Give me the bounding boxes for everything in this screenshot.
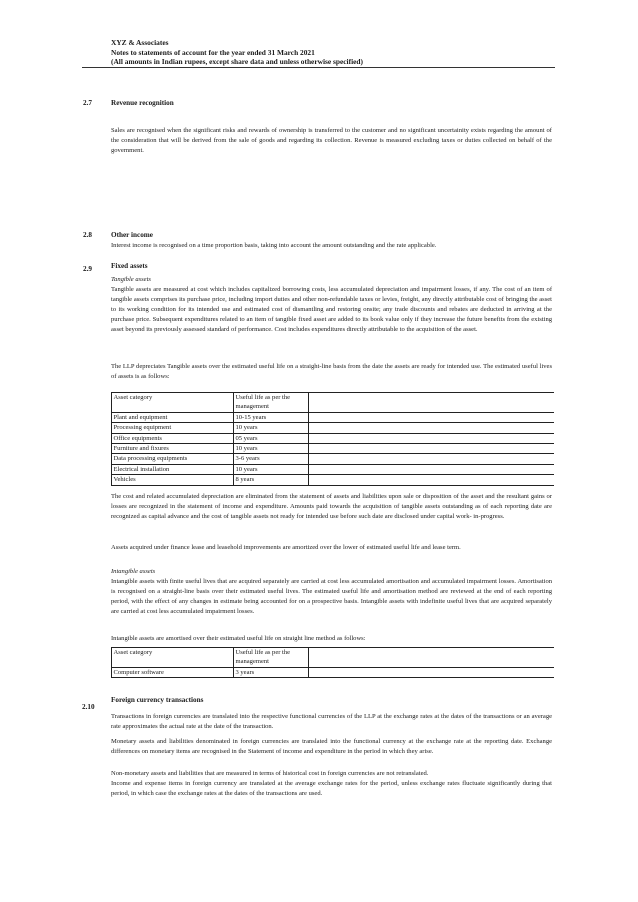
table-empty-cell (309, 412, 555, 422)
table-empty-cell (309, 393, 555, 413)
section-number-2-9: 2.9 (83, 265, 92, 273)
table-empty-cell (309, 423, 555, 433)
intangible-useful-life-table (111, 647, 554, 678)
asset-category-cell: Vehicles (112, 475, 234, 485)
intangible-amortisation-paragraph: Intangible assets are amortised over their estimated useful life on straight line method as follows: (111, 635, 366, 642)
table-empty-cell (309, 464, 555, 474)
useful-life-cell: 05 years (234, 433, 309, 443)
derecognition-paragraph: The cost and related accumulated depreciation are eliminated from the statement of assets and liabilities upon sale or disposition of the asset and the resultant gains or losses are recognized in the statement of income and expenditure. Amounts paid towards the acquisition of tangible assets outstanding as of each reporting date are recognized as capital advance and the cost of tangible assets not ready for intended use before such date are disclosed under capital work- in-progress. (111, 493, 552, 521)
useful-life-cell: 10-15 years (234, 412, 309, 422)
revenue-recognition-paragraph: Sales are recognised when the significant risks and rewards of ownership is transferred to the customer and no significant uncertainity exists regarding the amount of the consideration that will be derived from the sale of goods and regarding its collection. Revenue is measured excluding taxes or duties collected on behalf of the government. (111, 127, 552, 155)
header-statement-title: Notes to statements of account for the year ended 31 March 2021 (111, 47, 315, 57)
table-empty-cell (309, 475, 555, 485)
header-amounts-note: (All amounts in Indian rupees, except share data and unless otherwise specified) (111, 57, 363, 67)
section-title-other-income: Other income (111, 231, 153, 239)
section-title-foreign-currency: Foreign currency transactions (111, 696, 204, 704)
useful-life-cell: 10 years (234, 423, 309, 433)
tangible-assets-heading: Tangible assets (111, 276, 151, 283)
table-row (112, 454, 555, 464)
section-number-2-8: 2.8 (83, 231, 92, 239)
useful-life-cell: 3-6 years (234, 454, 309, 464)
table-empty-cell (309, 454, 555, 464)
header-divider (82, 67, 555, 68)
useful-life-cell: 3 years (234, 667, 309, 677)
header-asset-category: Asset category (112, 393, 234, 413)
table-row (112, 464, 555, 474)
other-income-paragraph: Interest income is recognised on a time proportion basis, taking into account the amount outstanding and the rate applicable. (111, 242, 437, 249)
table-row (112, 433, 555, 443)
useful-life-cell: 8 years (234, 475, 309, 485)
header-useful-life: Useful life as per the management (234, 393, 309, 413)
intangible-assets-heading: Intangible assets (111, 568, 156, 575)
table-empty-cell (309, 444, 555, 454)
table-header-row (112, 648, 555, 668)
header-firm-name: XYZ & Associates (111, 38, 169, 47)
table-header-row (112, 393, 555, 413)
section-title-fixed-assets: Fixed assets (111, 262, 148, 270)
finance-lease-paragraph: Assets acquired under finance lease and leasehold improvements are amortized over the lower of estimated useful life and lease term. (111, 544, 461, 551)
section-title-revenue-recognition: Revenue recognition (111, 99, 174, 107)
asset-category-cell: Data processing equipments (112, 454, 234, 464)
header-useful-life: Useful life as per the management (234, 648, 309, 668)
table-row (112, 444, 555, 454)
depreciation-paragraph: The LLP depreciates Tangible assets over the estimated useful life on a straight-line basis from the date the assets are ready for intended use. The estimated useful lives of assets is as follows: (111, 363, 552, 381)
header-asset-category: Asset category (112, 648, 234, 668)
table-empty-cell (309, 433, 555, 443)
table-row (112, 412, 555, 422)
tangible-assets-paragraph: Tangible assets are measured at cost which includes capitalized borrowing costs, less accumulated depreciation and impairment losses, if any. The cost of an item of tangible assets comprises its purchase price, including import duties and other non-refundable taxes or levies, freight, any directly attributable cost of bringing the asset to its working condition for its intended use and estimated cost of dismantling and restoring onsite; any trade discounts and rebates are deducted in arriving at the purchase price. Subsequent expenditures related to an item of tangible fixed asset are added to its book value only if they increase the future benefits from the existing asset beyond its previously assessed standard of performance. Cost includes expenditures directly attributable to the acquisition of the asset. (111, 286, 552, 334)
useful-life-cell: 10 years (234, 444, 309, 454)
useful-life-cell: 10 years (234, 464, 309, 474)
foreign-currency-paragraph-4: Income and expense items in foreign currency are translated at the average exchange rates for the period, unless exchange rates fluctuate significantly during that period, in which case the exchange rates at the dates of the transactions are used. (111, 780, 552, 798)
table-row (112, 423, 555, 433)
asset-category-cell: Plant and equipment (112, 412, 234, 422)
table-empty-cell (309, 667, 555, 677)
asset-category-cell: Computer software (112, 667, 234, 677)
asset-category-cell: Electrical installation (112, 464, 234, 474)
section-number-2-7: 2.7 (83, 99, 92, 107)
asset-category-cell: Processing equipment (112, 423, 234, 433)
table-row (112, 667, 555, 677)
table-empty-cell (309, 648, 555, 668)
foreign-currency-paragraph-1: Transactions in foreign currencies are translated into the respective functional currencies of the LLP at the exchange rates at the dates of the transactions or an average rate approximates the actual rate at the date of the transaction. (111, 713, 552, 731)
asset-category-cell: Furniture and fixures (112, 444, 234, 454)
intangible-assets-paragraph: Intangible assets with finite useful lives that are acquired separately are carried at cost less accumulated amortisation and accumulated impairment losses. Amortisation is recognised on a straight-line basis over their estimated useful lives. The estimated useful life and amortisation method are reviewed at the end of each reporting period, with the effect of any changes in estimate being accounted for on a prospective basis. Intangible assets with indefinite useful lives that are acquired separately are carried at cost less accumulated impairment losses. (111, 578, 552, 616)
table-row (112, 475, 555, 485)
section-number-2-10: 2.10 (82, 703, 95, 711)
foreign-currency-paragraph-3: Non-monetary assets and liabilities that are measured in terms of historical cost in foreign currencies are not retranslated. (111, 770, 429, 777)
foreign-currency-paragraph-2: Monetary assets and liabilities denominated in foreign currencies are translated into the functional currency at the exchange rate at the reporting date. Exchange differences on monetary items are recognised in the Statement of income and expenditure in the period in which they arise. (111, 738, 552, 756)
asset-category-cell: Office equipments (112, 433, 234, 443)
tangible-useful-life-table (111, 392, 554, 486)
page-header (111, 38, 555, 67)
